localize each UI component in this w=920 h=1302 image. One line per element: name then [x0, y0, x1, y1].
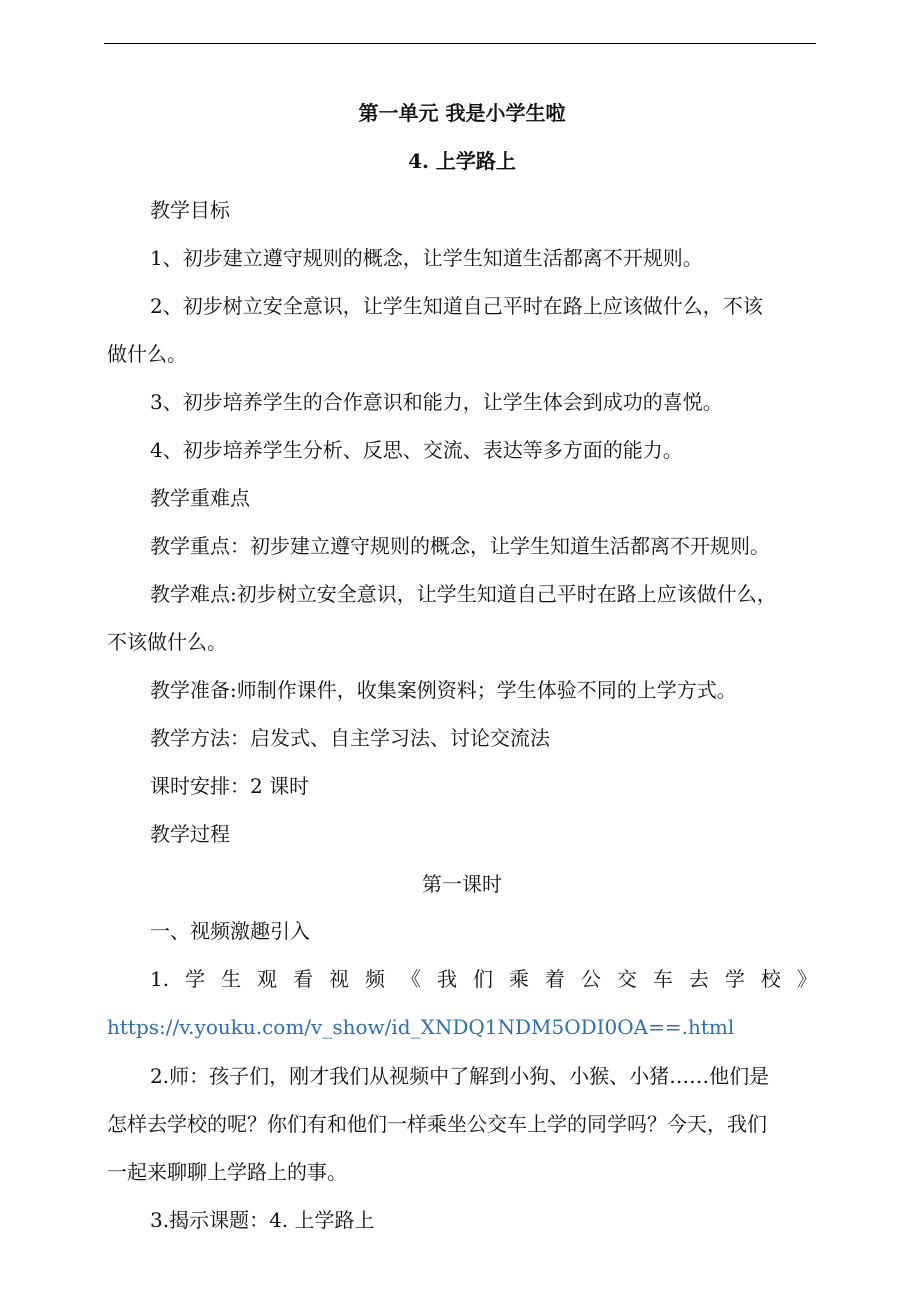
item-1-token: 《 [400, 967, 421, 991]
item-1-token: 们 [472, 967, 493, 991]
item-3: 3.揭示课题：4. 上学路上 [150, 1208, 375, 1232]
goal-1: 1、初步建立遵守规则的概念，让学生知道生活都离不开规则。 [150, 246, 703, 270]
section-1-heading: 一、视频激趣引入 [150, 919, 310, 943]
item-1-token: 去 [688, 967, 709, 991]
lesson-title: 4. 上学路上 [408, 149, 516, 173]
goal-3: 3、初步培养学生的合作意识和能力，让学生体会到成功的喜悦。 [150, 390, 723, 414]
unit-title: 第一单元 我是小学生啦 [358, 101, 566, 125]
key-heading: 教学重难点 [150, 486, 250, 510]
header-rule [104, 43, 816, 44]
item-2-line-3: 一起来聊聊上学路上的事。 [107, 1160, 347, 1184]
difficulty-line-2: 不该做什么。 [107, 630, 227, 654]
goals-heading: 教学目标 [150, 198, 230, 222]
schedule: 课时安排：2 课时 [150, 774, 310, 798]
item-2-line-2: 怎样去学校的呢？你们有和他们一样乘坐公交车上学的同学吗？今天，我们 [107, 1112, 767, 1136]
item-1-line [150, 967, 817, 991]
item-1-token: 学 [185, 967, 206, 991]
difficulty-line-1: 教学难点:初步树立安全意识，让学生知道自己平时在路上应该做什么， [150, 582, 777, 606]
methods: 教学方法：启发式、自主学习法、讨论交流法 [150, 726, 550, 750]
item-2-line-1: 2.师：孩子们，刚才我们从视频中了解到小狗、小猴、小猪……他们是 [150, 1064, 770, 1088]
preparation: 教学准备:师制作课件，收集案例资料；学生体验不同的上学方式。 [150, 678, 737, 702]
item-1-token: 》 [796, 967, 817, 991]
item-1-token: 1. [150, 967, 170, 991]
item-1-token: 车 [652, 967, 673, 991]
item-1-token: 视 [329, 967, 350, 991]
item-1-token: 学 [724, 967, 745, 991]
key-point: 教学重点：初步建立遵守规则的概念，让学生知道生活都离不开规则。 [150, 534, 770, 558]
item-1-token: 交 [616, 967, 637, 991]
item-1-token: 校 [760, 967, 781, 991]
period-title: 第一课时 [422, 872, 502, 896]
goal-2-line-2: 做什么。 [107, 342, 187, 366]
item-1-token: 生 [221, 967, 242, 991]
item-1-token: 看 [293, 967, 314, 991]
item-1-token: 乘 [508, 967, 529, 991]
video-link[interactable]: https://v.youku.com/v_show/id_XNDQ1NDM5ODI0OA==.html [107, 1015, 735, 1039]
goal-2-line-1: 2、初步树立安全意识，让学生知道自己平时在路上应该做什么，不该 [150, 294, 763, 318]
item-1-token: 频 [365, 967, 385, 991]
item-1-token: 观 [257, 967, 278, 991]
goal-4: 4、初步培养学生分析、反思、交流、表达等多方面的能力。 [150, 438, 683, 462]
process-heading: 教学过程 [150, 822, 230, 846]
item-1-token: 公 [580, 967, 601, 991]
item-1-token: 着 [544, 967, 565, 991]
item-1-token: 我 [436, 967, 457, 991]
